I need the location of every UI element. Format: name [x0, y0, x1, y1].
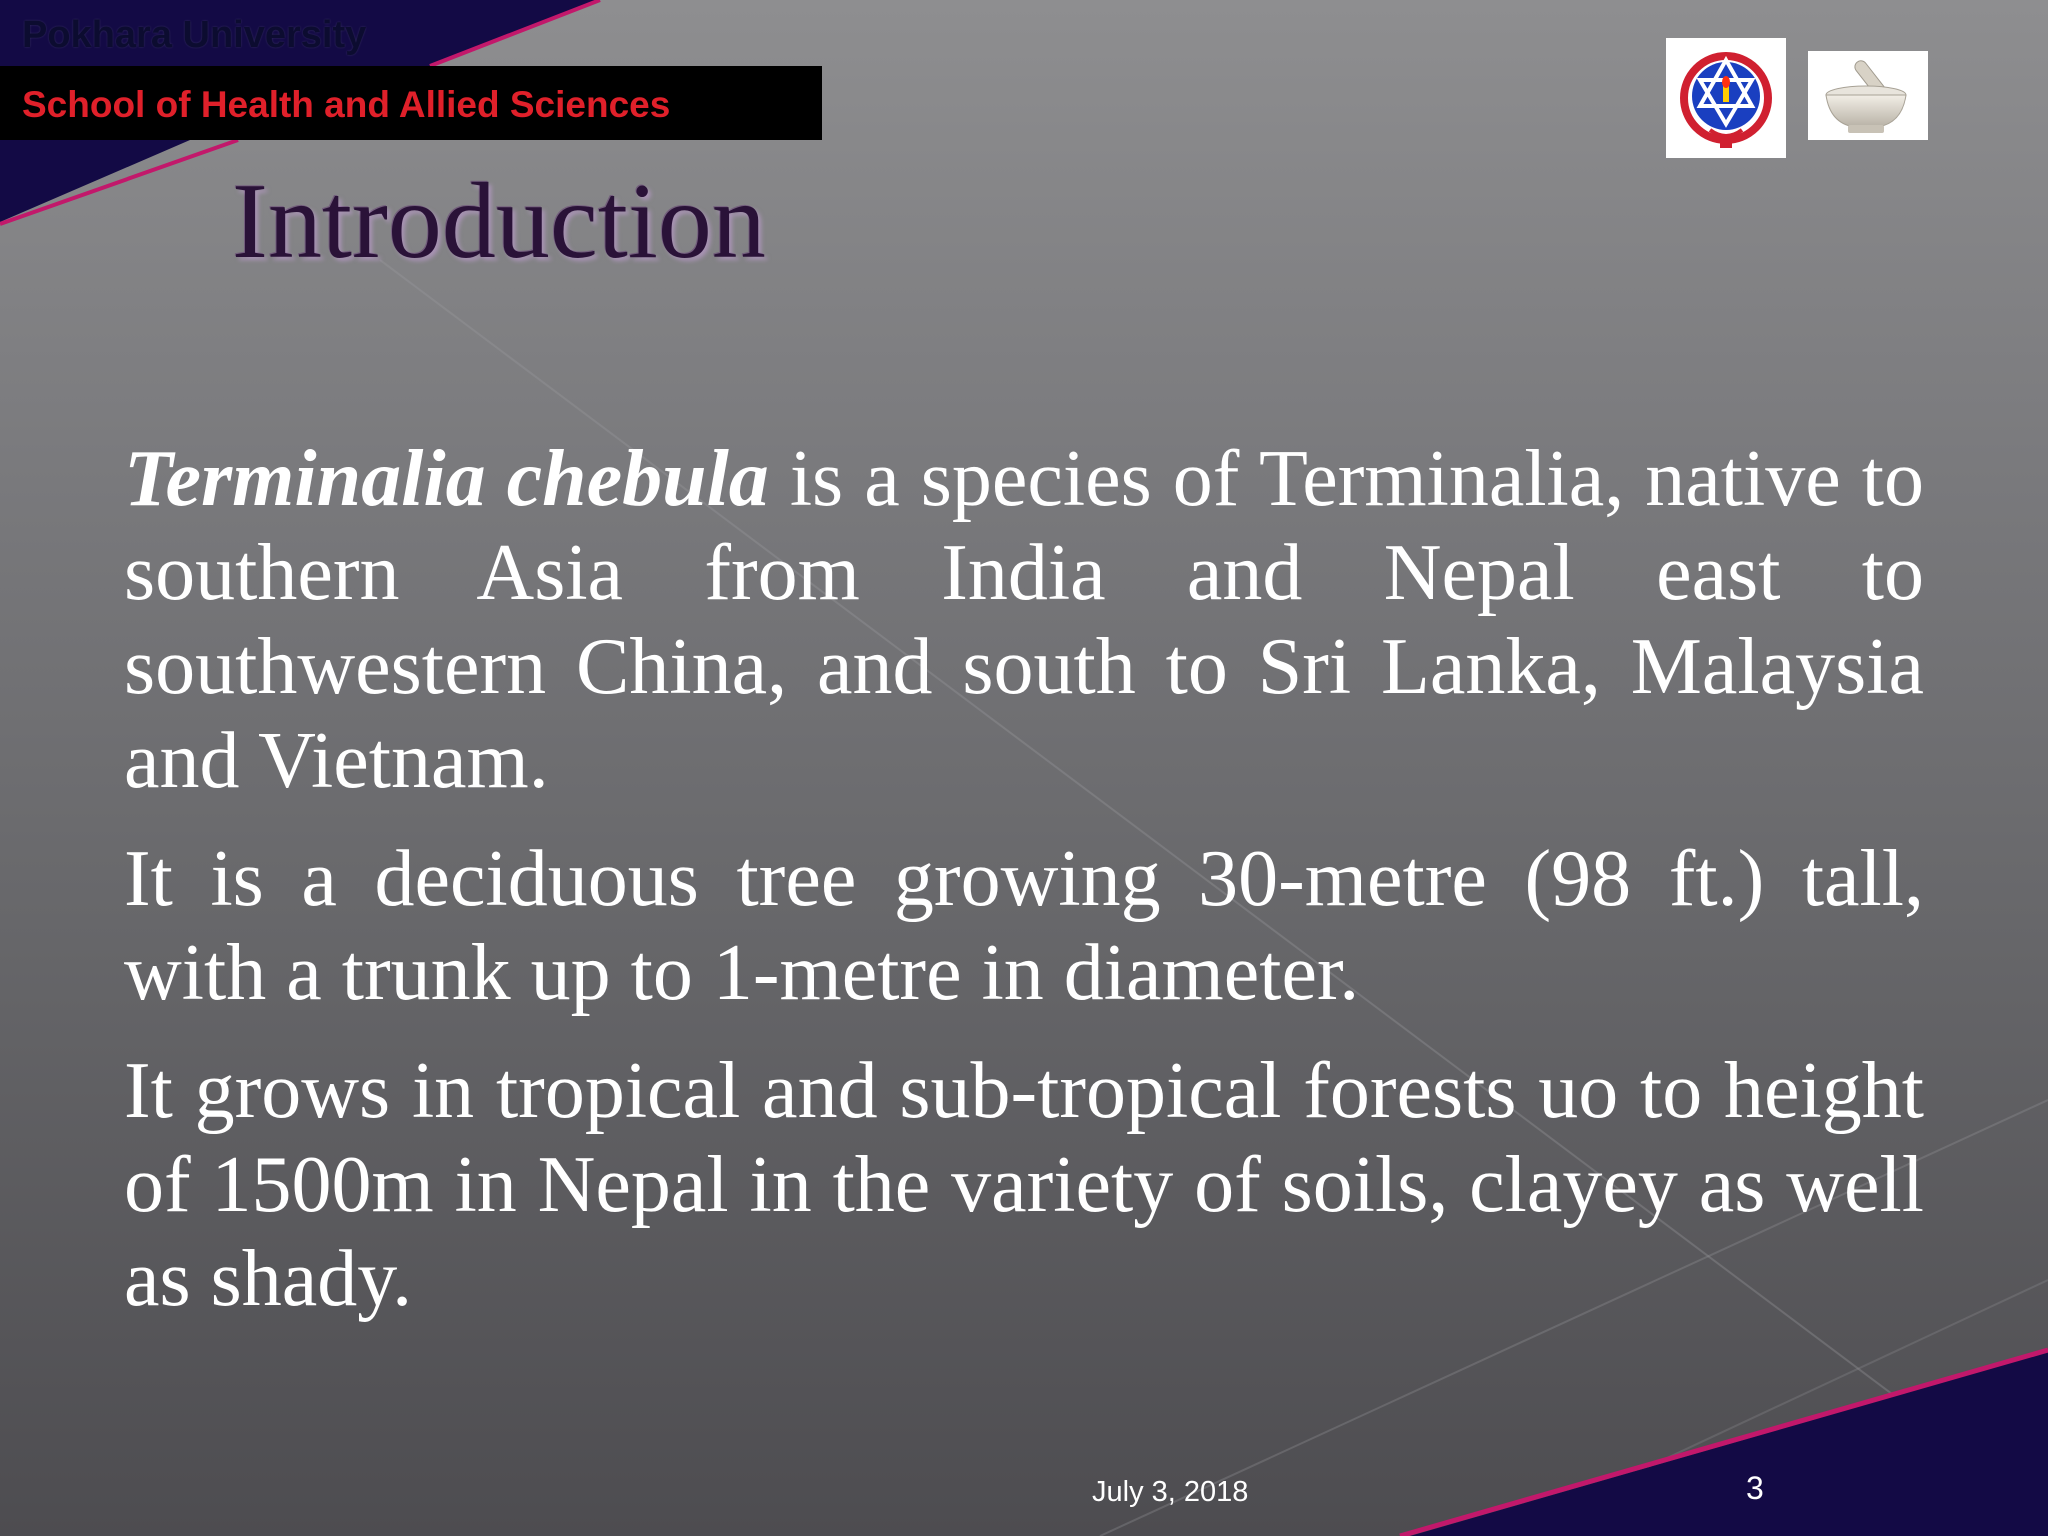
paragraph-habitat: It grows in tropical and sub-tropical forests uo to height of 1500m in Nepal in the variety of soils, clayey as well as shady. — [124, 1047, 1924, 1323]
slide-title: Introduction — [232, 162, 766, 281]
paragraph-tree-size: It is a deciduous tree growing 30-metre (98 ft.) tall, with a trunk up to 1-metre in diameter. — [124, 835, 1924, 1017]
footer-date: July 3, 2018 — [1092, 1476, 1249, 1508]
school-name: School of Health and Allied Sciences — [22, 84, 671, 125]
page-number: 3 — [1746, 1470, 1764, 1506]
paragraph-species — [124, 432, 1924, 808]
paragraph-species-text: is a species of Terminalia, native to southern Asia from India and Nepal east to southwestern China, and south to Sri Lanka, Malaysia and Vietnam. — [124, 435, 1925, 805]
university-name: Pokhara University — [22, 14, 367, 56]
slide-body — [124, 432, 1924, 1350]
university-emblem-icon — [1666, 38, 1786, 158]
mortar-and-pestle-icon — [1808, 51, 1928, 140]
species-name: Terminalia chebula — [124, 435, 769, 523]
